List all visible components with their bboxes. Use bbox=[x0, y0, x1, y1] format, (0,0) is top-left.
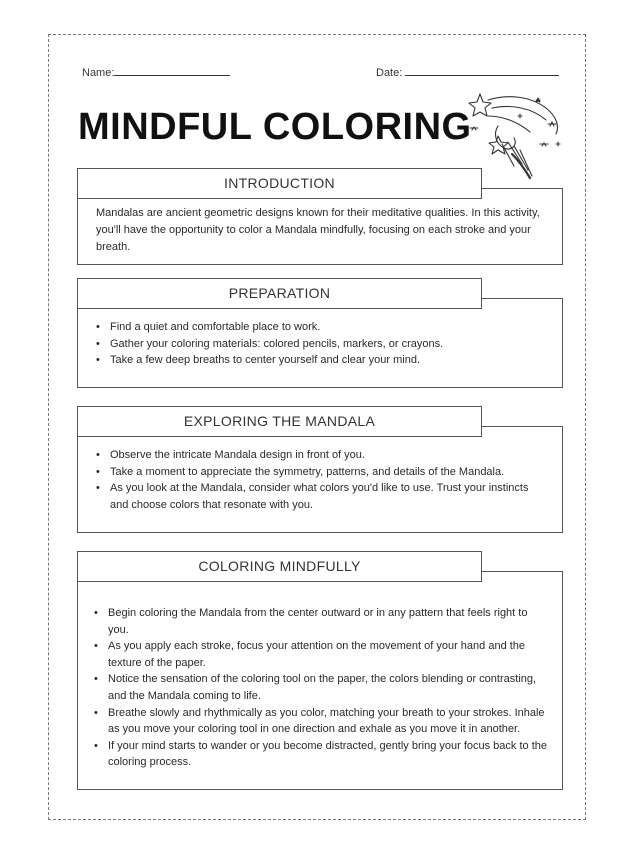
name-label: Name: bbox=[82, 67, 115, 79]
introduction-text: Mandalas are ancient geometric designs known for their meditative qualities. In this activity, you'll have the opportunity to color a Mandala mindfully, focusing on each stroke and your breath. bbox=[96, 207, 540, 253]
list-item: • Find a quiet and comfortable place to work. bbox=[96, 319, 546, 336]
list-item: • Begin coloring the Mandala from the center outward or in any pattern that feels right to you. bbox=[94, 605, 550, 638]
date-field[interactable] bbox=[376, 64, 559, 79]
preparation-list bbox=[96, 319, 546, 369]
list-item: • Gather your coloring materials: colored pencils, markers, or crayons. bbox=[96, 336, 546, 353]
exploring-heading: EXPLORING THE MANDALA bbox=[77, 406, 482, 437]
name-line[interactable] bbox=[114, 64, 230, 76]
page-title: MINDFUL COLORING bbox=[78, 106, 472, 148]
preparation-heading: PREPARATION bbox=[77, 278, 482, 309]
list-item: • As you apply each stroke, focus your attention on the movement of your hand and the texture of the paper. bbox=[94, 638, 550, 671]
coloring-list bbox=[94, 605, 550, 771]
date-label: Date: bbox=[376, 67, 403, 79]
list-item: • Breathe slowly and rhythmically as you color, matching your breath to your strokes. Inhale as you move your coloring tool in one direction and exhale as you move it in another. bbox=[94, 705, 550, 738]
coloring-heading: COLORING MINDFULLY bbox=[77, 551, 482, 582]
list-item: • Observe the intricate Mandala design in front of you. bbox=[96, 447, 548, 464]
exploring-list bbox=[96, 447, 548, 513]
name-field[interactable] bbox=[82, 64, 230, 79]
list-item: • Take a moment to appreciate the symmetry, patterns, and details of the Mandala. bbox=[96, 464, 548, 481]
list-item: • Take a few deep breaths to center yourself and clear your mind. bbox=[96, 352, 546, 369]
list-item: • As you look at the Mandala, consider what colors you'd like to use. Trust your instincts and choose colors that resonate with you. bbox=[96, 480, 548, 513]
introduction-heading: INTRODUCTION bbox=[77, 168, 482, 199]
date-line[interactable] bbox=[405, 64, 559, 76]
list-item: • Notice the sensation of the coloring tool on the paper, the colors blending or contrasting, and the Mandala coming to life. bbox=[94, 671, 550, 704]
list-item: • If your mind starts to wander or you become distracted, gently bring your focus back to the coloring process. bbox=[94, 738, 550, 771]
